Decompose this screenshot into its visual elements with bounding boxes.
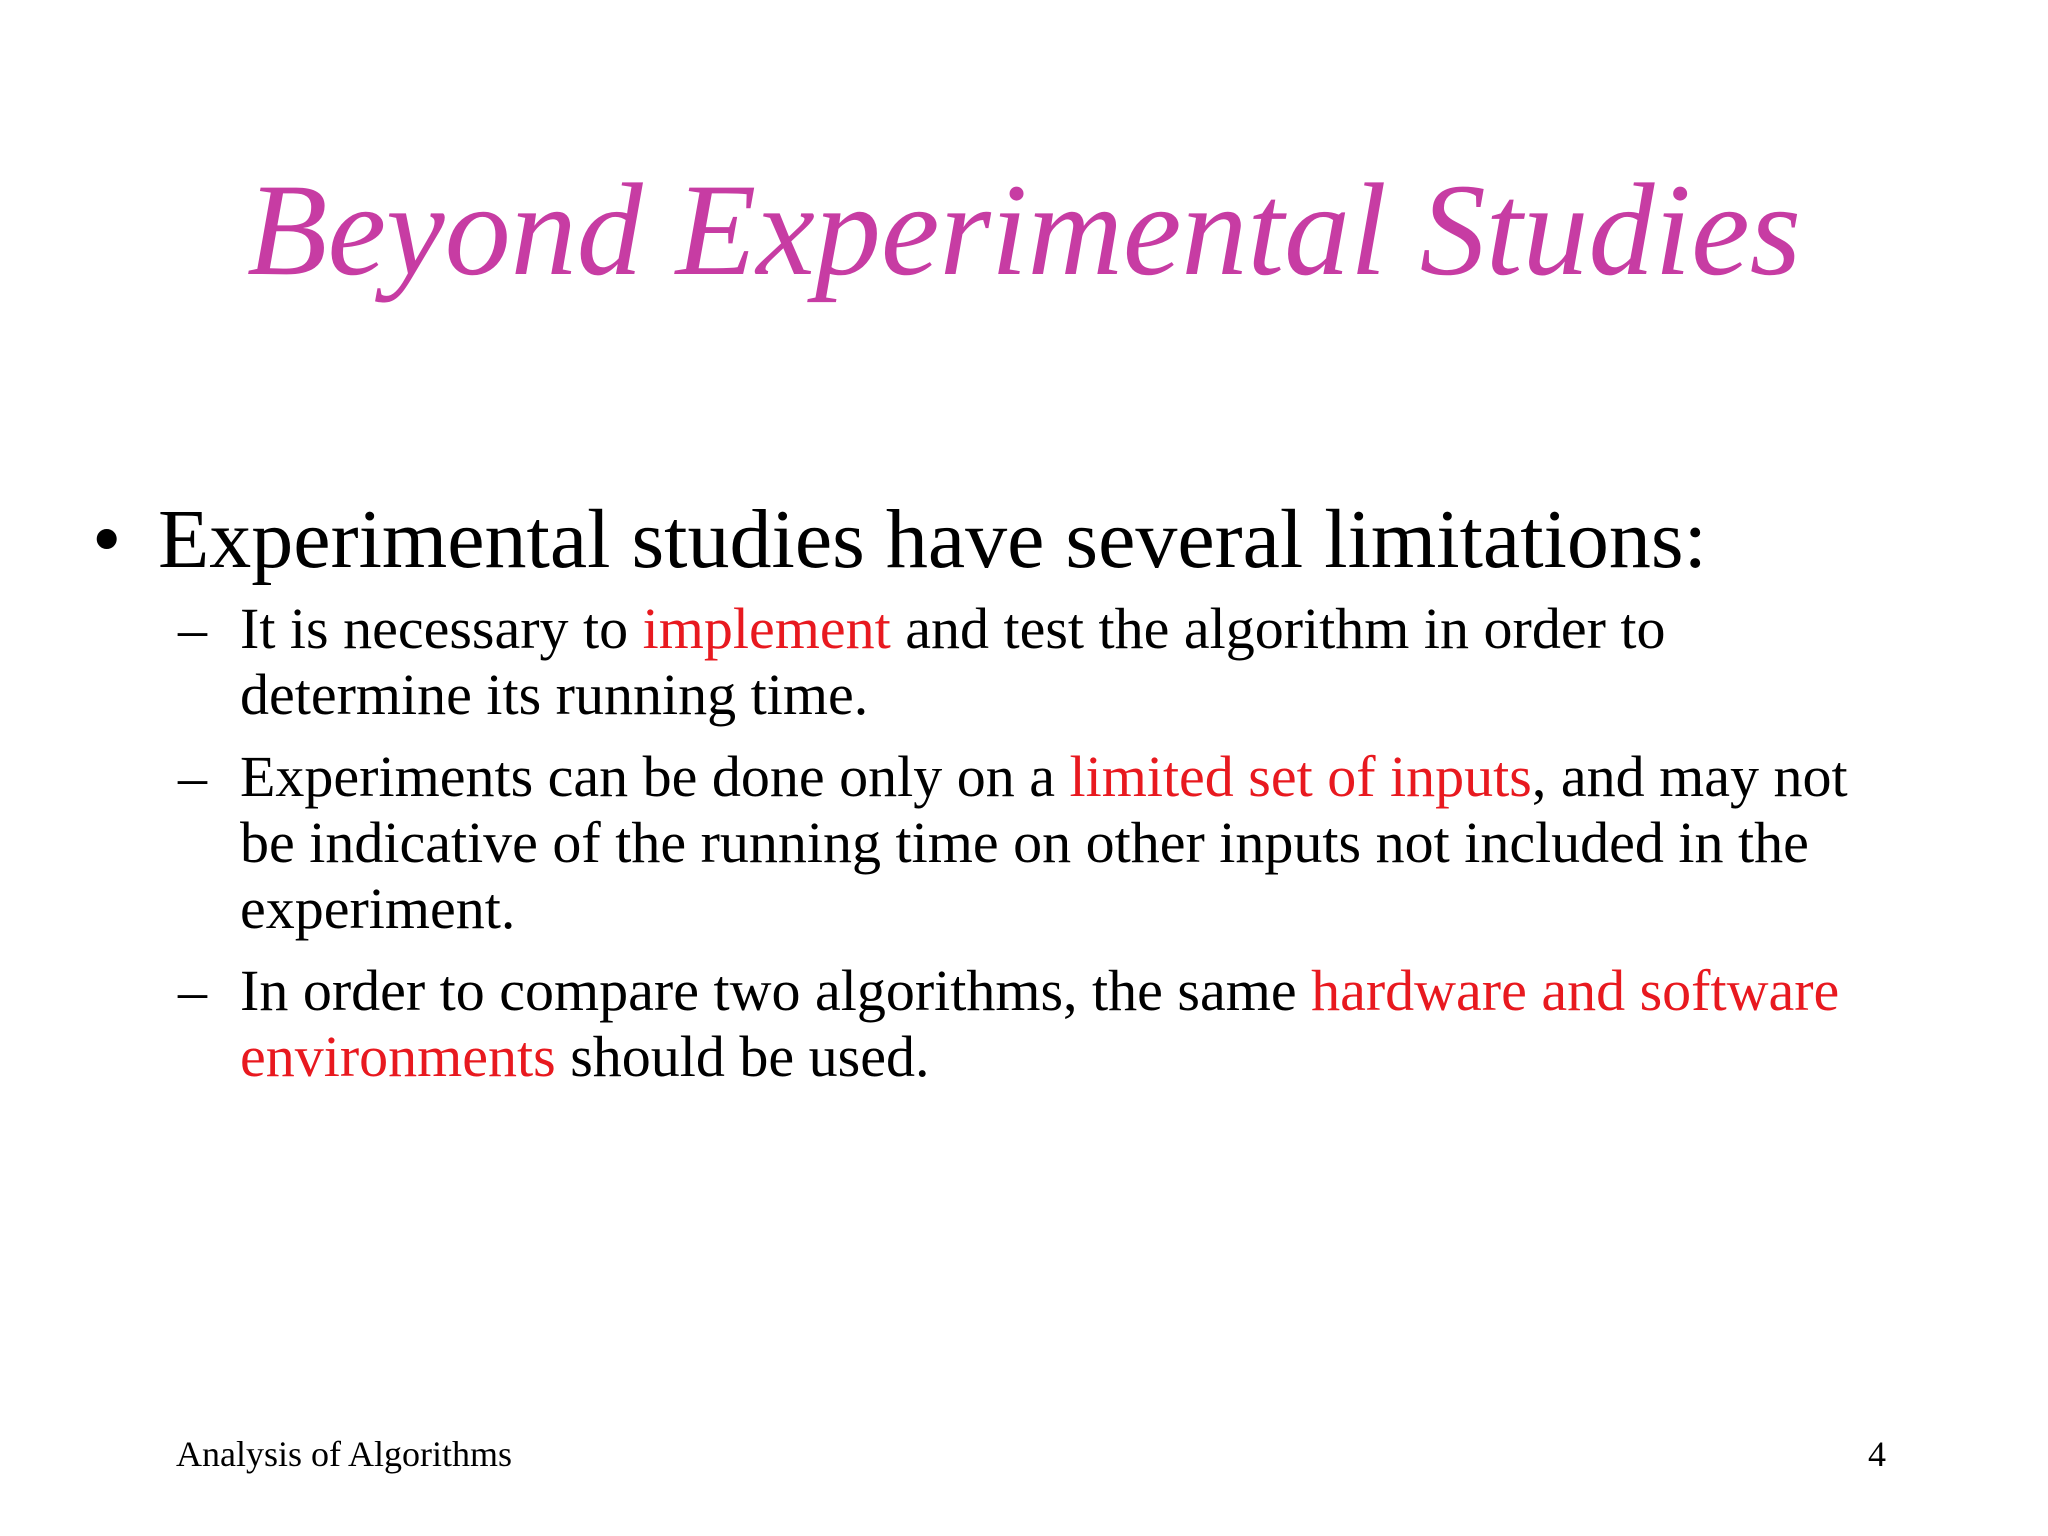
main-bullet-text: Experimental studies have several limitations: (158, 493, 1707, 586)
footer-course-title: Analysis of Algorithms (176, 1434, 513, 1474)
sub-bullet-line: be indicative of the running time on other inputs not included in the (240, 810, 1809, 875)
sub-bullet-limited-inputs (178, 744, 1978, 942)
bullet-marker: • (92, 493, 122, 586)
sub-bullet-marker: – (178, 596, 207, 661)
sub-bullet-line (240, 958, 1978, 1024)
highlight-text: environments (240, 1024, 556, 1089)
highlight-text: implement (642, 596, 891, 661)
sub-bullet-line: determine its running time. (240, 662, 869, 727)
sub-bullet-line: experiment. (240, 876, 516, 941)
highlight-text: hardware and software (1311, 958, 1840, 1023)
sub-bullet-environments (178, 958, 1978, 1090)
sub-bullet-implement (178, 596, 1978, 728)
sub-bullet-text: It is necessary to (240, 596, 643, 661)
sub-bullet-text: In order to compare two algorithms, the same (240, 958, 1312, 1023)
sub-bullet-text: , and may not (1531, 744, 1848, 809)
footer-page-number: 4 (1868, 1434, 1886, 1474)
sub-bullet-line (240, 1024, 1978, 1090)
sub-bullet-text: Experiments can be done only on a (240, 744, 1070, 809)
sub-bullet-marker: – (178, 958, 207, 1023)
sub-bullet-text: should be used. (555, 1024, 930, 1089)
sub-bullet-line (240, 744, 1978, 810)
sub-bullet-list (178, 596, 1978, 1106)
sub-bullet-text: and test the algorithm in order to (890, 596, 1666, 661)
sub-bullet-marker: – (178, 744, 207, 809)
slide-title: Beyond Experimental Studies (246, 156, 1802, 303)
highlight-text: limited set of inputs (1069, 744, 1532, 809)
sub-bullet-line (240, 596, 1978, 662)
